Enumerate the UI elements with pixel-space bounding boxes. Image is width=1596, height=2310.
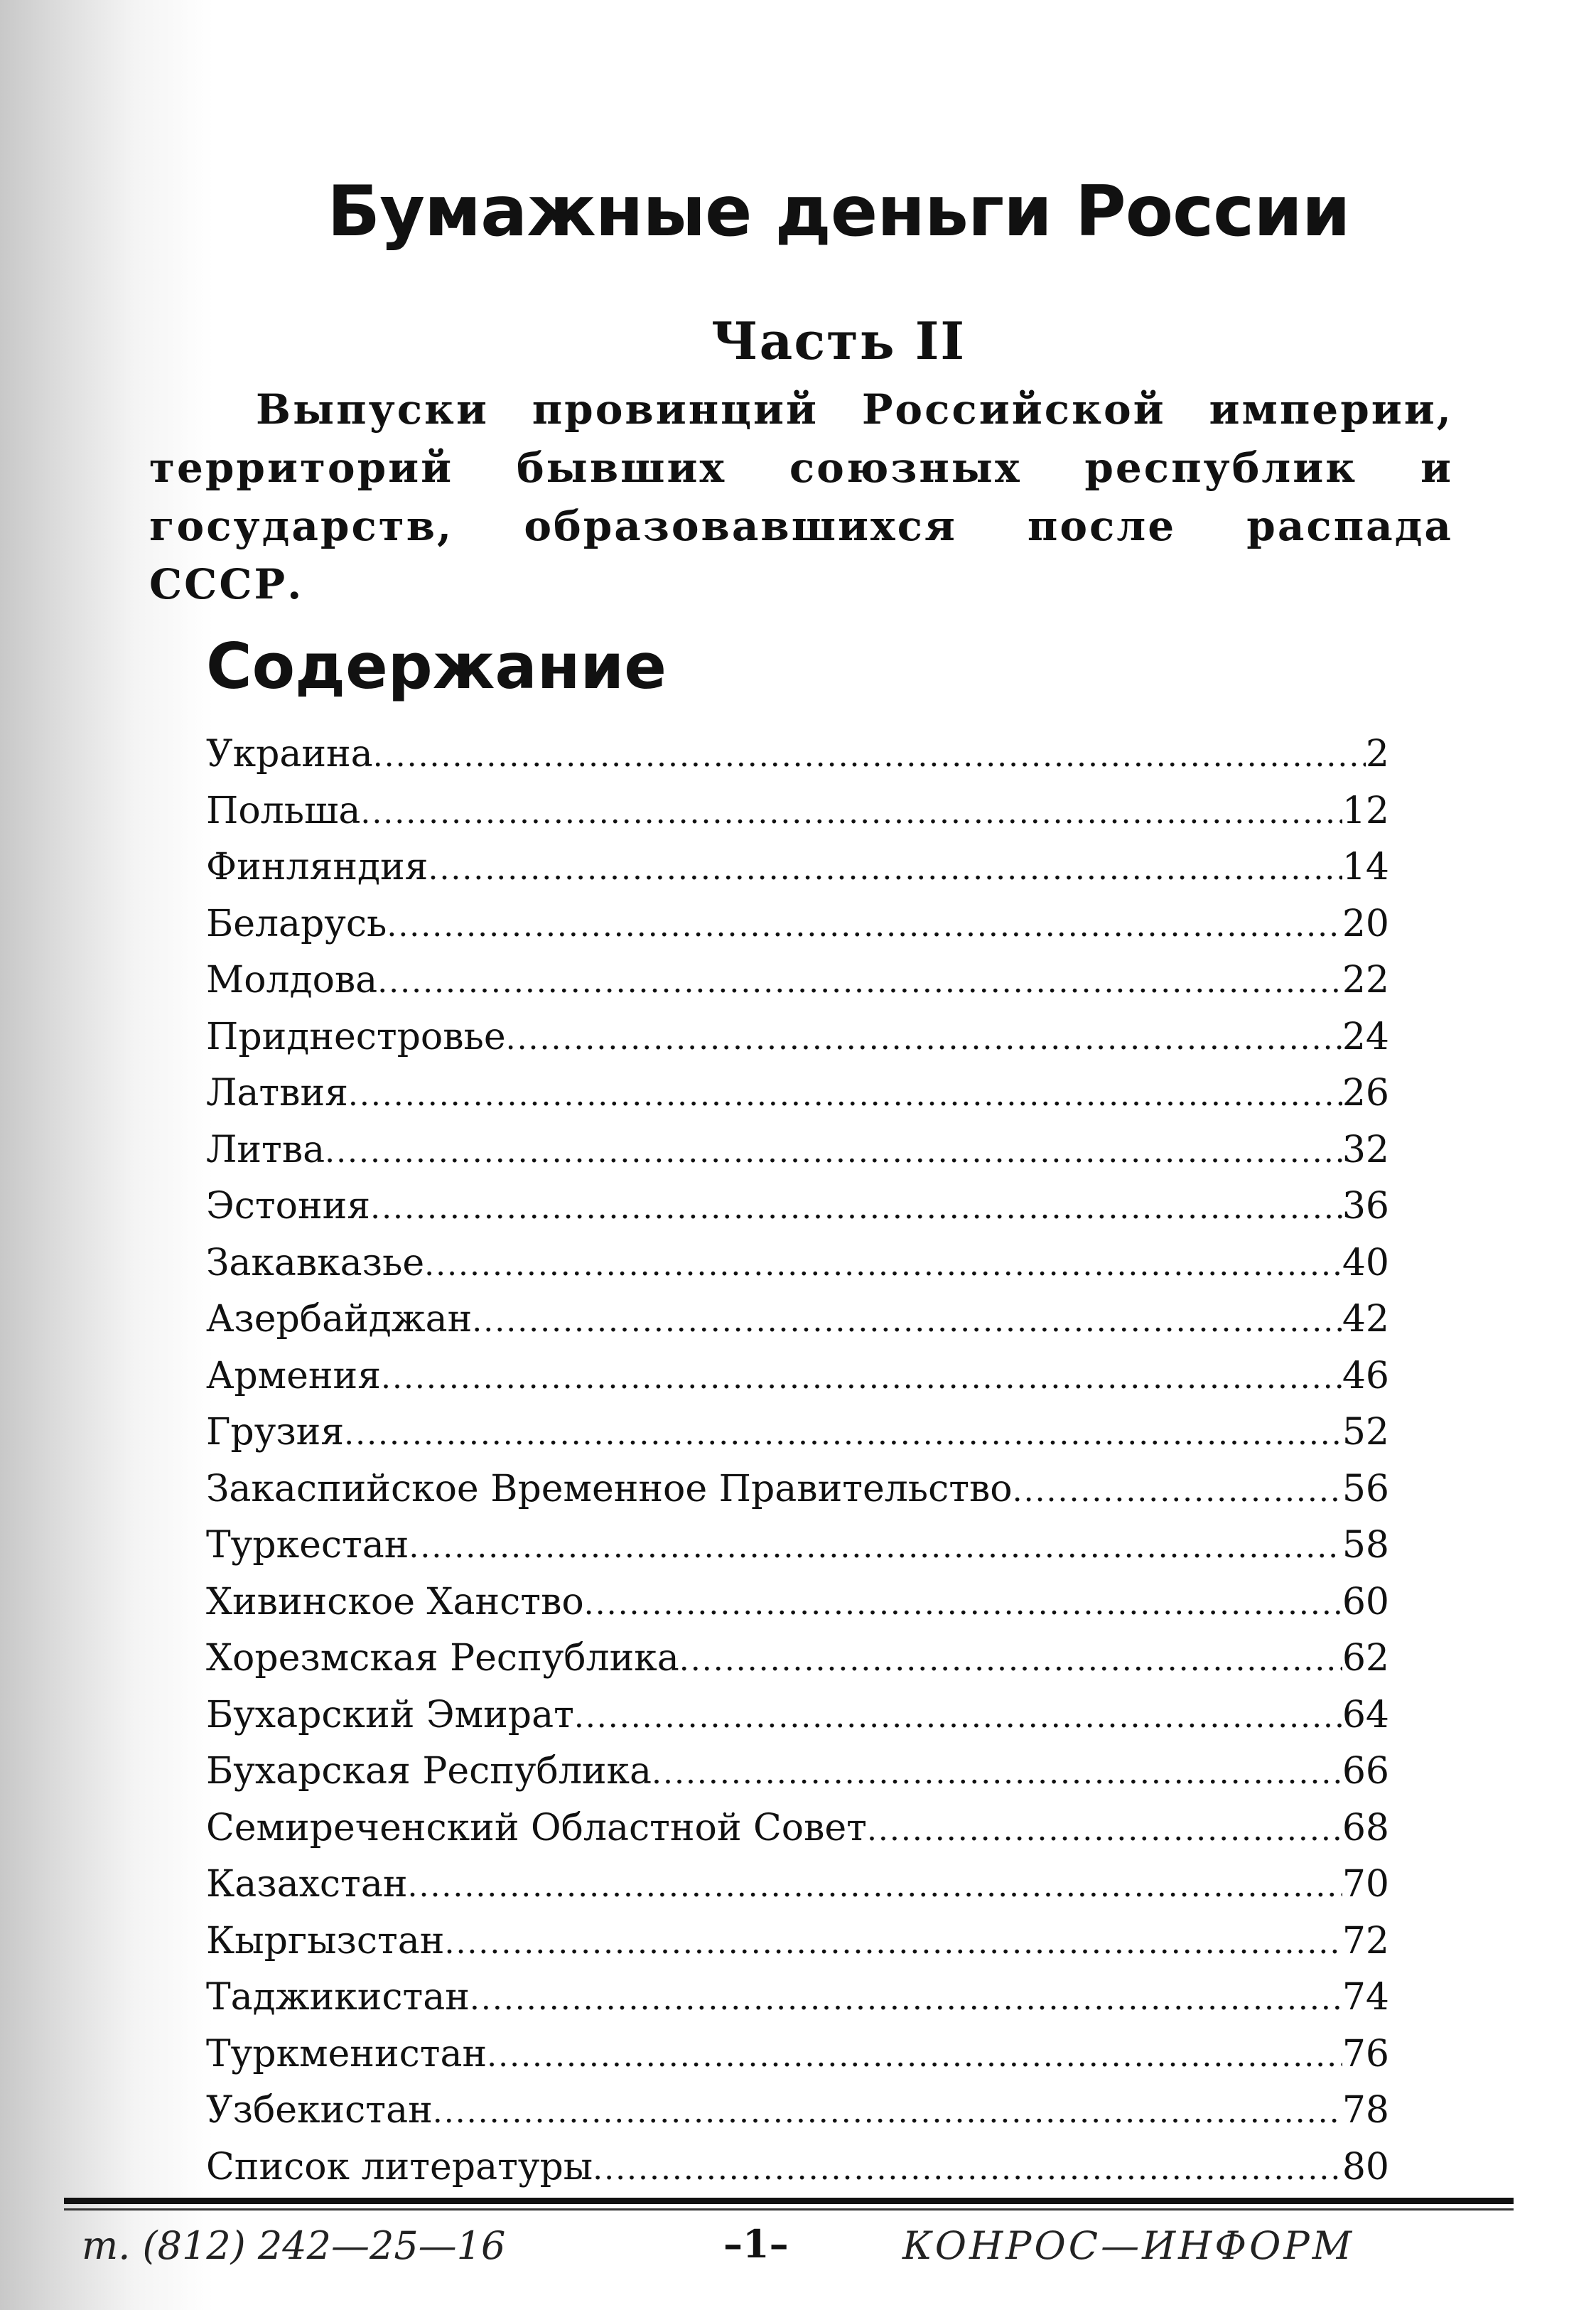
toc-dot-leader bbox=[360, 783, 1342, 842]
toc-entry-title: Бухарская Республика bbox=[206, 1750, 652, 1793]
toc-entry-page: 20 bbox=[1342, 902, 1389, 945]
toc-entry-title: Приднестровье bbox=[206, 1015, 506, 1058]
toc-dot-leader bbox=[387, 896, 1342, 955]
toc-entry[interactable] bbox=[206, 839, 1389, 896]
toc-entry[interactable] bbox=[206, 1687, 1389, 1744]
toc-entry-page: 42 bbox=[1342, 1298, 1389, 1341]
toc-entry-page: 14 bbox=[1342, 846, 1389, 888]
toc-entry-title: Грузия bbox=[206, 1411, 345, 1454]
toc-entry-title: Закаспийское Временное Правительство bbox=[206, 1467, 1013, 1510]
toc-dot-leader bbox=[381, 1348, 1342, 1407]
toc-entry-title: Литва bbox=[206, 1128, 325, 1171]
toc-dot-leader bbox=[373, 726, 1366, 785]
toc-dot-leader bbox=[428, 839, 1342, 898]
toc-entry-title: Финляндия bbox=[206, 846, 428, 888]
toc-entry-page: 78 bbox=[1342, 2089, 1389, 2132]
footer-page-number: –1– bbox=[723, 2221, 789, 2267]
toc-entry[interactable] bbox=[206, 896, 1389, 953]
toc-entry[interactable] bbox=[206, 1348, 1389, 1405]
toc-dot-leader bbox=[574, 1687, 1342, 1746]
toc-entry-page: 80 bbox=[1342, 2145, 1389, 2188]
toc-entry[interactable] bbox=[206, 952, 1389, 1009]
toc-dot-leader bbox=[652, 1744, 1342, 1802]
toc-dot-leader bbox=[424, 1235, 1342, 1294]
toc-dot-leader bbox=[470, 1970, 1342, 2028]
toc-entry-page: 12 bbox=[1342, 789, 1389, 832]
toc-entry[interactable] bbox=[206, 1291, 1389, 1348]
toc-entry-title: Хорезмская Республика bbox=[206, 1637, 679, 1680]
toc-entry[interactable] bbox=[206, 1065, 1389, 1122]
toc-entry-title: Польша bbox=[206, 789, 361, 832]
toc-dot-leader bbox=[409, 1517, 1342, 1576]
toc-entry-title: Таджикистан bbox=[206, 1976, 470, 2019]
toc-entry-title: Список литературы bbox=[206, 2145, 593, 2188]
toc-dot-leader bbox=[348, 1065, 1342, 1124]
toc-entry-title: Бухарский Эмират bbox=[206, 1693, 574, 1736]
toc-entry-page: 72 bbox=[1342, 1919, 1389, 1962]
toc-entry[interactable] bbox=[206, 1009, 1389, 1066]
toc-dot-leader bbox=[679, 1631, 1342, 1689]
toc-entry-title: Армения bbox=[206, 1354, 382, 1397]
part-heading: Часть II bbox=[711, 311, 966, 371]
toc-entry-title: Азербайджан bbox=[206, 1298, 473, 1341]
contents-heading: Содержание bbox=[206, 630, 667, 703]
toc-dot-leader bbox=[370, 1178, 1342, 1237]
toc-dot-leader bbox=[1013, 1461, 1342, 1520]
toc-entry-title: Узбекистан bbox=[206, 2089, 433, 2132]
toc-entry-page: 56 bbox=[1342, 1467, 1389, 1510]
toc-dot-leader bbox=[472, 1291, 1342, 1350]
toc-entry-page: 66 bbox=[1342, 1750, 1389, 1793]
toc-entry[interactable] bbox=[206, 1122, 1389, 1179]
toc-entry-page: 46 bbox=[1342, 1354, 1389, 1397]
footer-rule bbox=[64, 2198, 1514, 2204]
footer-publisher: КОНРОС—ИНФОРМ bbox=[902, 2223, 1354, 2268]
toc-dot-leader bbox=[344, 1404, 1342, 1463]
toc-entry-title: Беларусь bbox=[206, 902, 387, 945]
toc-entry[interactable] bbox=[206, 1517, 1389, 1574]
toc-dot-leader bbox=[584, 1574, 1342, 1633]
toc-entry-page: 24 bbox=[1342, 1015, 1389, 1058]
toc-entry[interactable] bbox=[206, 1913, 1389, 1970]
toc-entry-title: Молдова bbox=[206, 959, 378, 1001]
toc-entry[interactable] bbox=[206, 1857, 1389, 1913]
toc-entry[interactable] bbox=[206, 1574, 1389, 1631]
toc-entry-page: 2 bbox=[1365, 733, 1389, 775]
toc-entry-page: 68 bbox=[1342, 1806, 1389, 1849]
toc-entry-page: 40 bbox=[1342, 1241, 1389, 1284]
toc-dot-leader bbox=[433, 2083, 1342, 2141]
toc-entry-title: Эстония bbox=[206, 1185, 371, 1227]
toc-entry[interactable] bbox=[206, 2083, 1389, 2139]
toc-entry[interactable] bbox=[206, 1461, 1389, 1518]
toc-dot-leader bbox=[377, 952, 1342, 1011]
toc-entry-title: Кыргызстан bbox=[206, 1919, 445, 1962]
toc-dot-leader bbox=[408, 1857, 1342, 1915]
toc-entry-title: Украина bbox=[206, 733, 373, 775]
toc-entry-page: 62 bbox=[1342, 1637, 1389, 1680]
toc-entry-title: Казахстан bbox=[206, 1863, 408, 1906]
toc-entry[interactable] bbox=[206, 1631, 1389, 1687]
toc-entry-page: 22 bbox=[1342, 959, 1389, 1001]
toc-entry[interactable] bbox=[206, 726, 1389, 783]
toc-dot-leader bbox=[593, 2139, 1342, 2198]
toc-entry[interactable] bbox=[206, 1178, 1389, 1235]
toc-entry[interactable] bbox=[206, 1744, 1389, 1800]
toc-entry-page: 32 bbox=[1342, 1128, 1389, 1171]
page-title: Бумажные деньги России bbox=[327, 171, 1350, 252]
toc-entry[interactable] bbox=[206, 1970, 1389, 2026]
toc-dot-leader bbox=[325, 1122, 1342, 1181]
table-of-contents bbox=[206, 726, 1389, 2196]
footer-phone: т. (812) 242—25—16 bbox=[82, 2223, 506, 2268]
toc-entry-title: Семиреченский Областной Совет bbox=[206, 1806, 867, 1849]
footer-rule-thin bbox=[64, 2208, 1514, 2210]
toc-entry-title: Туркестан bbox=[206, 1524, 409, 1567]
toc-entry-page: 76 bbox=[1342, 2032, 1389, 2075]
toc-dot-leader bbox=[487, 2026, 1342, 2085]
toc-entry[interactable] bbox=[206, 1235, 1389, 1292]
toc-entry-page: 36 bbox=[1342, 1185, 1389, 1227]
toc-entry-title: Закавказье bbox=[206, 1241, 425, 1284]
toc-entry-page: 58 bbox=[1342, 1524, 1389, 1567]
toc-dot-leader bbox=[867, 1800, 1342, 1859]
toc-dot-leader bbox=[444, 1913, 1342, 1972]
toc-entry[interactable] bbox=[206, 2026, 1389, 2083]
toc-entry[interactable] bbox=[206, 783, 1389, 840]
toc-entry[interactable] bbox=[206, 1404, 1389, 1461]
toc-entry-page: 52 bbox=[1342, 1411, 1389, 1454]
spine-shadow bbox=[0, 0, 213, 2310]
part-subtitle: Выпуски провинций Российской империи, территорий бывших союзных республик и государств, образовавшихся после распада СССР. bbox=[149, 385, 1453, 608]
toc-entry[interactable] bbox=[206, 2139, 1389, 2196]
toc-entry-title: Туркменистан bbox=[206, 2032, 487, 2075]
toc-entry-page: 74 bbox=[1342, 1976, 1389, 2019]
toc-entry-page: 26 bbox=[1342, 1072, 1389, 1114]
toc-entry-page: 70 bbox=[1342, 1863, 1389, 1906]
toc-entry-title: Хивинское Ханство bbox=[206, 1580, 584, 1623]
toc-entry[interactable] bbox=[206, 1800, 1389, 1857]
toc-entry-page: 64 bbox=[1342, 1693, 1389, 1736]
toc-entry-title: Латвия bbox=[206, 1072, 348, 1114]
toc-dot-leader bbox=[506, 1009, 1342, 1068]
toc-entry-page: 60 bbox=[1342, 1580, 1389, 1623]
